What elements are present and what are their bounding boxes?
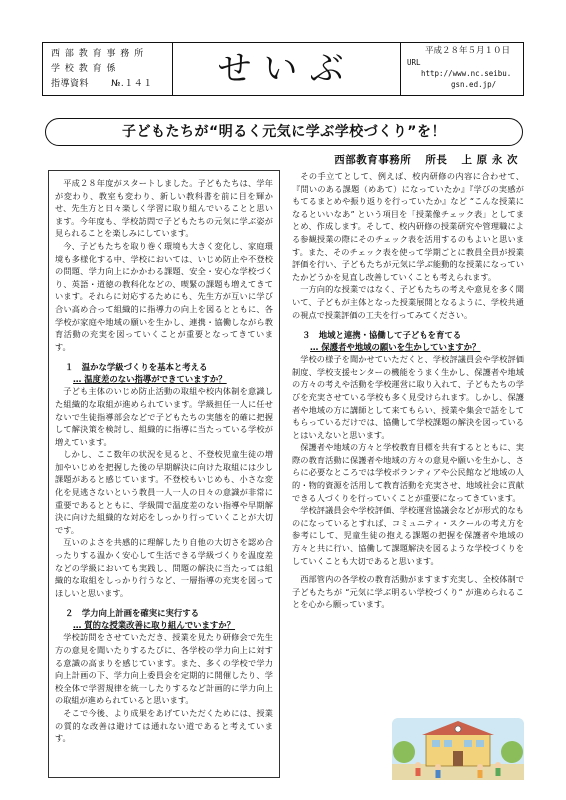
window	[444, 740, 452, 747]
headline-banner: 子どもたちが“明るく元気に学ぶ学校づくり”を！	[45, 118, 523, 146]
author-line	[334, 152, 518, 167]
doc-type: 指導資料	[51, 79, 90, 89]
window	[432, 740, 440, 747]
section-2-paragraph-1: 学校訪問をさせていただき、授業を見たり研修会で先生方の意見を聞いたりするたびに、各学校の学力向上に対する意識の高まりを感じています。また、多くの学校で学力向上計画の下、学力向上委員会を定期的に開催したり、学校全体で学習規律を統一したりするなど計画的に学力向上の取組が進められていると思います。	[55, 632, 273, 706]
tree-right	[501, 741, 523, 763]
date-url-block	[401, 43, 525, 95]
url-label: URL	[407, 58, 421, 67]
issue-date: 平成２８年５月１０日	[425, 46, 511, 56]
section-2-paragraph-2: そこで今後、より成果をあげていただくためには、授業の質的な改善は避けては通れない道であると考えています。	[55, 707, 273, 744]
section-3-paragraph-2: 保護者や地域の方々と学校教育目標を共有するとともに、実際の教育活動に保護者や地域の方々の意見や願いを生かし、さらに必要なところでは学校ボランティアや公民館など地域の人的・物的資源を活用して教育活動を充実させ、地域社会に貢献できる人づくりを行っていくことが重要になってきています。	[292, 442, 524, 503]
url-link-line1[interactable]: http://www.nc.seibu.	[421, 69, 512, 78]
author-name: 上 原 永 次	[461, 154, 518, 166]
org-name: 西 部 教 育 事 務 所	[51, 49, 145, 59]
org-section: 学 校 教 育 係	[51, 64, 117, 74]
ground	[392, 764, 524, 780]
right-paragraph-2: 一方向的な授業ではなく、子どもたちの考えや意見を多く聞いて、子どもが主体となった授業展開となるように、学校共通の視点で授業評価の工夫を行ってみてください。	[292, 284, 524, 320]
intro-paragraph-2: 今、子どもたちを取り巻く環境も大きく変化し、家庭環境も多様化する中、学校においては、いじめ防止や不登校の問題、学力向上にかかわる課題、安全・安心な学校づくり、英語・道徳の教科化などの、喫緊の課題も増えてきています。それらに対応するためにも、先生方が互いに学び合い高め合って組織的に指導力の向上を図るとともに、各学校が家庭や地域の願いを生かし、連携・協働しながら教育活動の充実を図っていくことが重要となってきています。	[55, 240, 273, 352]
url-link-line2[interactable]: gsn.ed.jp/	[451, 80, 497, 89]
window	[476, 740, 484, 747]
section-2-title: ２ 学力向上計画を確実に実行する	[65, 608, 199, 619]
newsletter-header	[42, 42, 524, 96]
right-paragraph-1: その手立てとして、例えば、校内研修の内容に合わせて、『問いのある課題（めあて）になっていたか』『学びの実感がもてるまとめや振り返りを行っていたか』など “こんな授業になるといいなあ” という項目を「授業像チェック表」としてまとめ、作成します。そして、校内研修の授業研究や管理職による参観授業の際にそのチェック表を活用するのもよいと思います。また、そのチェック表を使って学期ごとに教員全員が授業評価を行い、子どもたちが元気に学ぶ能動的な授業になっていたかどうかを見直し改善していくことも考えられます。	[292, 171, 524, 282]
left-column	[48, 170, 280, 778]
clock-icon	[455, 726, 461, 732]
window	[464, 740, 472, 747]
section-3-subtitle: … 保護者や地域の願いを生かしていますか？	[310, 342, 481, 353]
issuer-block	[43, 43, 173, 95]
tree-left	[393, 741, 415, 763]
author-position: 所長	[425, 154, 448, 166]
closing-paragraph: 西部管内の各学校の教育活動がますます充実し、全校体制で子どもたちが “元気に学ぶ明るい学校づくり” が進められることを心から願っています。	[292, 574, 524, 610]
section-3-paragraph-3: 学校評議員会や学校評価、学校運営協議会などが形式的なものになっているとすれば、コミュニティ・スクールの考え方を参考にして、児童生徒の抱える課題の把握を保護者や地域の方々と共に行い、協働して課題解決を図るような学校づくりをしていくことも大切であると思います。	[292, 505, 524, 566]
section-3-title: ３ 地域と連携・協働して子どもを育てる	[302, 330, 462, 341]
section-1-paragraph-3: 互いのよさを共感的に理解したり自他の大切さを認め合ったりする温かく安心して生活できる学級づくりを温度差などの学級においても実践し、問題の解決に当たっては組織的な取組をしっかり行うなど、一層指導の充実を図ってほしいと思います。	[55, 537, 273, 598]
newsletter-title: せいぶ	[173, 43, 401, 95]
author-office: 西部教育事務所	[334, 154, 412, 166]
issue-number: №.１４１	[111, 79, 153, 89]
intro-paragraph-1: 平成２８年度がスタートしました。子どもたちは、学年が変わり、教室も変わり、新しい教科書を前に目を輝かせ、先生方と日々楽しく学習に取り組んでいることと思います。今年度も、学校訪問で子どもたちの元気に学ぶ姿が見られることを楽しみにしています。	[55, 178, 273, 239]
issue-line	[51, 77, 172, 92]
section-1-subtitle: … 温度差のない指導ができていますか？	[73, 374, 227, 385]
right-column	[290, 170, 526, 611]
section-1-title: １ 温かな学級づくりを基本と考える	[65, 362, 208, 373]
section-1-paragraph-2: しかし、ここ数年の状況を見ると、不登校児童生徒の増加やいじめを把握した後の早期解決に向けた取組には少し課題があると感じています。不登校もいじめも、小さな変化を見逃さないという教員一人一人の日々の意識が非常に重要であるとともに、学級間で温度差のない指導や早期解決に向けた組織的な対応をしっかり行っていくことが大切です。	[55, 449, 273, 535]
section-2-subtitle: … 質的な授業改善に取り組んでいますか？	[73, 620, 236, 631]
section-1-paragraph-1: 子ども主体のいじめ防止活動の取組や校内体制を意識した組織的な取組が進められています。学級担任一人に任せないで生徒指導部会などで子どもたちの実態を的確に把握して解決策を検討し、組織的に指導に当たっている学校が増えています。	[55, 386, 273, 447]
school-door	[453, 751, 463, 766]
school-children-icon	[392, 718, 524, 780]
section-3-paragraph-1: 学校の様子を聞かせていただくと、学校評議員会や学校評価制度、学校支援センターの機能をうまく生かし、保護者や地域の方々の考えや活動を学校運営に取り入れて、子どもたちの学びを充実させている学校も多く見受けられます。しかし、保護者や地域の方に講師として来てもらい、授業や集会で話をしてもらっているだけでは、協働して学校課題の解決を図っているとはいえないと思います。	[292, 354, 524, 440]
